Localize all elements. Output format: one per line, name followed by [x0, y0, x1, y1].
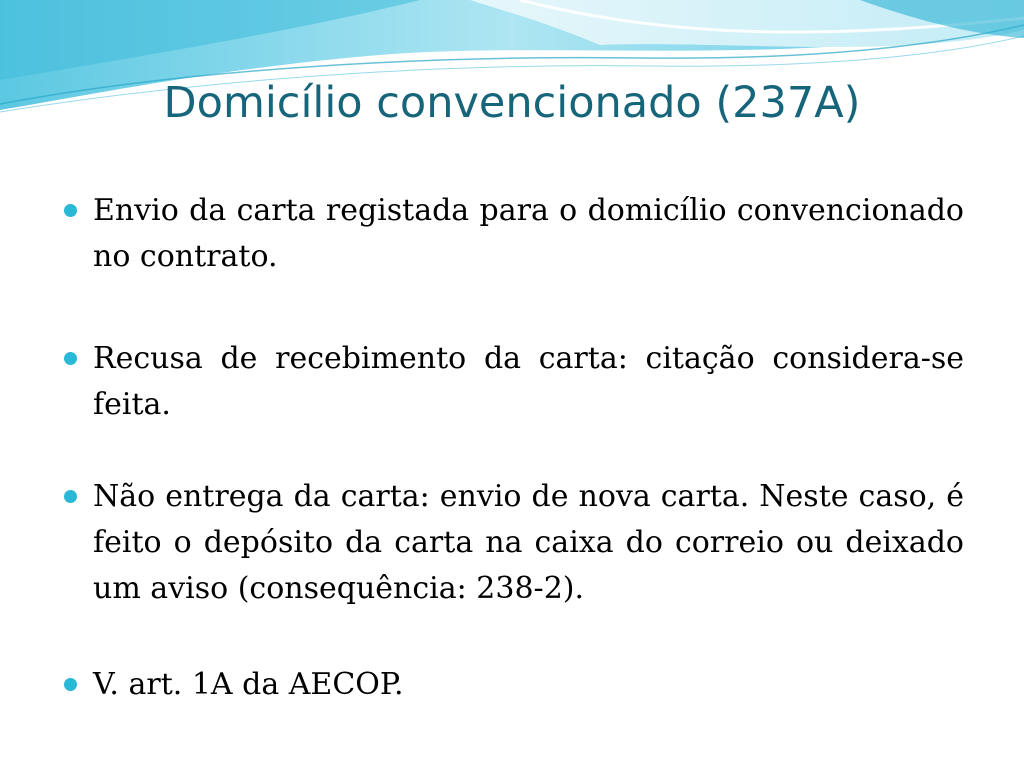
bullet-dot-icon: [64, 204, 77, 217]
slide-title: Domicílio convencionado (237A): [163, 78, 861, 128]
bullet-item: [62, 662, 964, 708]
bullet-text: Recusa de recebimento da carta: citação considera-se feita.: [93, 341, 964, 422]
bullet-text: Não entrega da carta: envio de nova carta. Neste caso, é feito o depósito da carta na caixa do correio ou deixado um aviso (consequência: 238-2).: [93, 479, 964, 606]
bullet-item: [62, 474, 964, 612]
bullet-list: [62, 188, 964, 708]
bullet-item: [62, 188, 964, 280]
bullet-dot-icon: [64, 490, 77, 503]
bullet-item: [62, 336, 964, 428]
bullet-text: V. art. 1A da AECOP.: [93, 667, 404, 702]
bullet-text: Envio da carta registada para o domicílio convencionado no contrato.: [93, 193, 964, 274]
bullet-dot-icon: [64, 678, 77, 691]
bullet-dot-icon: [64, 352, 77, 365]
